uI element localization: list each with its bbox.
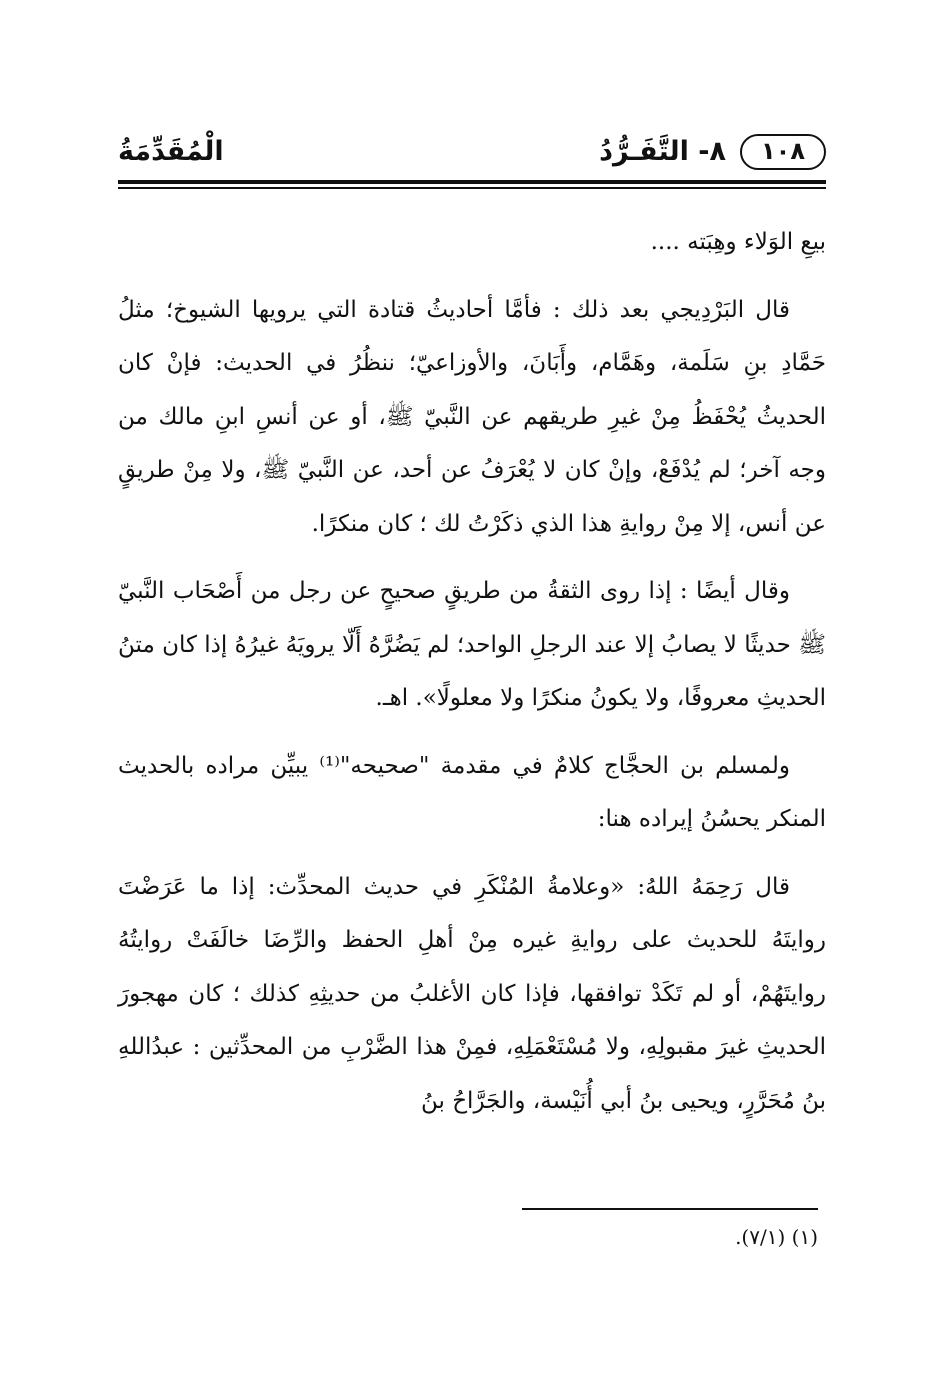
- body-text: [118, 216, 826, 1128]
- page-number: ١٠٨: [740, 134, 826, 170]
- header-rule-thin: [118, 187, 826, 189]
- footnote-separator: [522, 1208, 818, 1210]
- header-rule-thick: [118, 180, 826, 184]
- footnotes: [110, 1222, 818, 1252]
- footnote: (١) (٧/١).: [735, 1225, 818, 1249]
- paragraph: قال البَرْدِيجي بعد ذلك : فأمَّا أحاديثُ قتادة التي يرويها الشيوخ؛ مثلُ حَمَّادِ بنِ سَلَمة، وهَمَّام، وأَبَانَ، والأوزاعيّ؛ ننظُرُ في الحديث: فإنْ كان الحديثُ يُحْفَظُ مِنْ غيرِ طريقهم عن النَّبيّ ﷺ، أو عن أنسِ ابنِ مالك من وجه آخر؛ لم يُدْفَعْ، وإنْ كان لا يُعْرَفُ عن أحد، عن النَّبيّ ﷺ، ولا مِنْ طريقٍ عن أنس، إلا مِنْ روايةِ هذا الذي ذكَرْتُ لك ؛ كان منكرًا.: [118, 296, 826, 537]
- paragraph: ولمسلم بن الحجَّاج كلامٌ في مقدمة "صحيحه"⁽¹⁾ يبيِّن مراده بالحديث المنكر يحسُنُ إيراده هنا:: [118, 752, 826, 832]
- paragraph: قال رَحِمَهُ اللهُ: «وعلامةُ المُنْكَرِ في حديث المحدِّث: إذا ما عَرَضْتَ روايتَهُ للحديث على روايةِ غيره مِنْ أهلِ الحفظ والرِّضَا خالَفَتْ روايتُهُ روايتَهُمْ، أو لم تَكَدْ توافقها، فإذا كان الأغلبُ من حديثِهِ كذلك ؛ كان مهجورَ الحديثِ غيرَ مقبولِهِ، ولا مُسْتَعْمَلِهِ، فمِنْ هذا الضَّرْبِ من المحدِّثين : عبدُاللهِ بنُ مُحَرَّرٍ، ويحيى بنُ أبي أُنَيْسة، والجَرَّاحُ بنُ: [118, 873, 826, 1114]
- section-title: الْمُقَدِّمَةُ: [118, 136, 224, 167]
- paragraph: وقال أيضًا : إذا روى الثقةُ من طريقٍ صحيحٍ عن رجل من أَصْحَاب النَّبيّ ﷺ حديثًا لا يصابُ إلا عند الرجلِ الواحد؛ لم يَضُرَّهُ أَلّا يرويَهُ غيرُهُ إذا كان متنُ الحديثِ معروفًا، ولا يكونُ منكرًا ولا معلولًا». اهـ.: [118, 578, 826, 711]
- page-header: [118, 128, 826, 174]
- chapter-title: ٨- التَّفَـرُّدُ: [599, 136, 726, 167]
- paragraph: بيعِ الوَلاء وهِبَته ....: [650, 229, 826, 255]
